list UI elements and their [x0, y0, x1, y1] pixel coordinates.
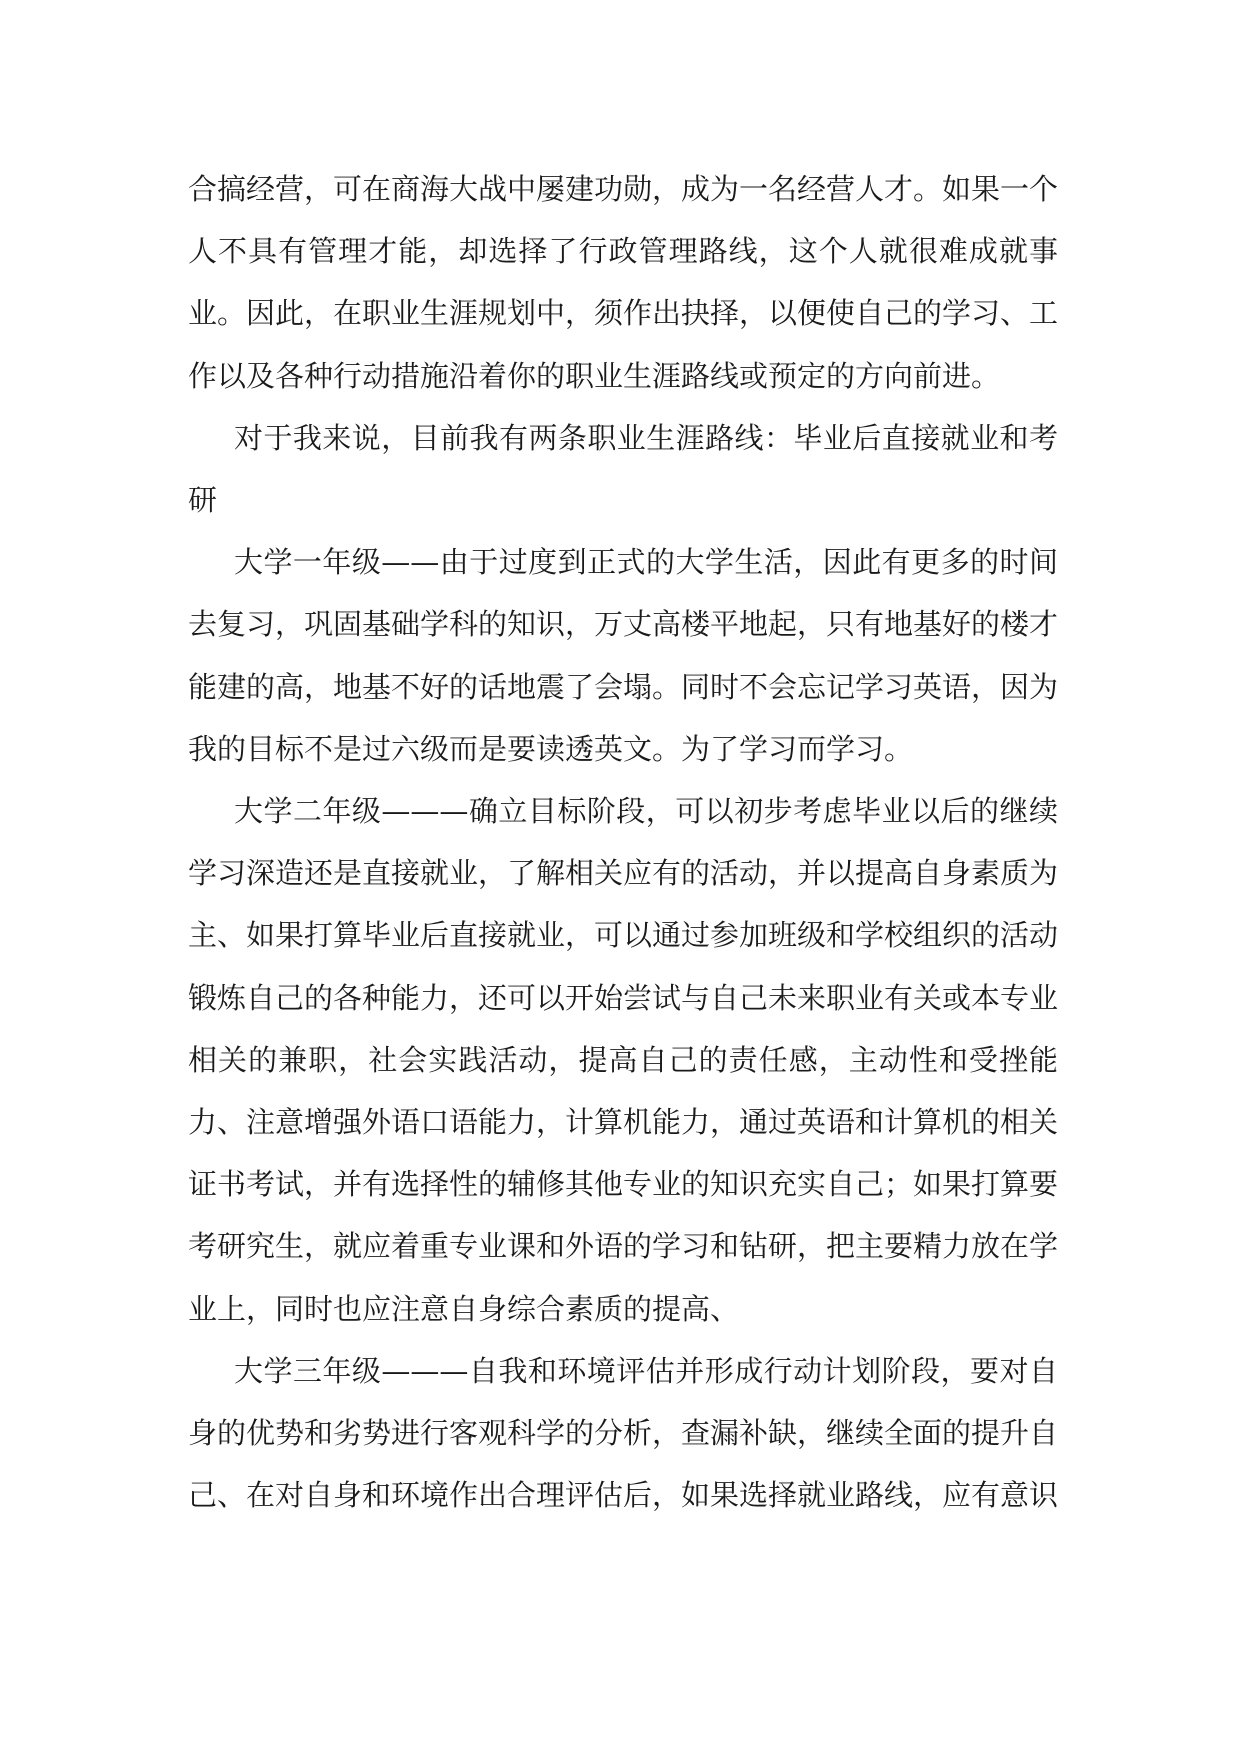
- body-text: [188, 158, 1058, 1526]
- paragraph-first-year: 大学一年级——由于过度到正式的大学生活，因此有更多的时间去复习，巩固基础学科的知识，万丈高楼平地起，只有地基好的楼才能建的高，地基不好的话地震了会塌。同时不会忘记学习英语，因为我的目标不是过六级而是要读透英文。为了学习而学习。: [188, 545, 1059, 766]
- paragraph-third-year: 大学三年级———自我和环境评估并形成行动计划阶段，要对自身的优势和劣势进行客观科学的分析，查漏补缺，继续全面的提升自己、在对自身和环境作出合理评估后，如果选择就业路线，应有意识: [188, 1353, 1059, 1513]
- paragraph-second-year: 大学二年级———确立目标阶段，可以初步考虑毕业以后的继续学习深造还是直接就业，了解相关应有的活动，并以提高自身素质为主、如果打算毕业后直接就业，可以通过参加班级和学校组织的活动锻炼自己的各种能力，还可以开始尝试与自己未来职业有关或本专业相关的兼职，社会实践活动，提高自己的责任感，主动性和受挫能力、注意增强外语口语能力，计算机能力，通过英语和计算机的相关证书考试，并有选择性的辅修其他专业的知识充实自己；如果打算要考研究生，就应着重专业课和外语的学习和钻研，把主要精力放在学业上，同时也应注意自身综合素质的提高、: [188, 794, 1059, 1326]
- paragraph-continued: 合搞经营，可在商海大战中屡建功勋，成为一名经营人才。如果一个人不具有管理才能，却选择了行政管理路线，这个人就很难成就事业。因此，在职业生涯规划中，须作出抉择，以便使自己的学习、工作以及各种行动措施沿着你的职业生涯路线或预定的方向前进。: [188, 172, 1059, 393]
- paragraph-career-paths: 对于我来说，目前我有两条职业生涯路线：毕业后直接就业和考研: [188, 420, 1058, 518]
